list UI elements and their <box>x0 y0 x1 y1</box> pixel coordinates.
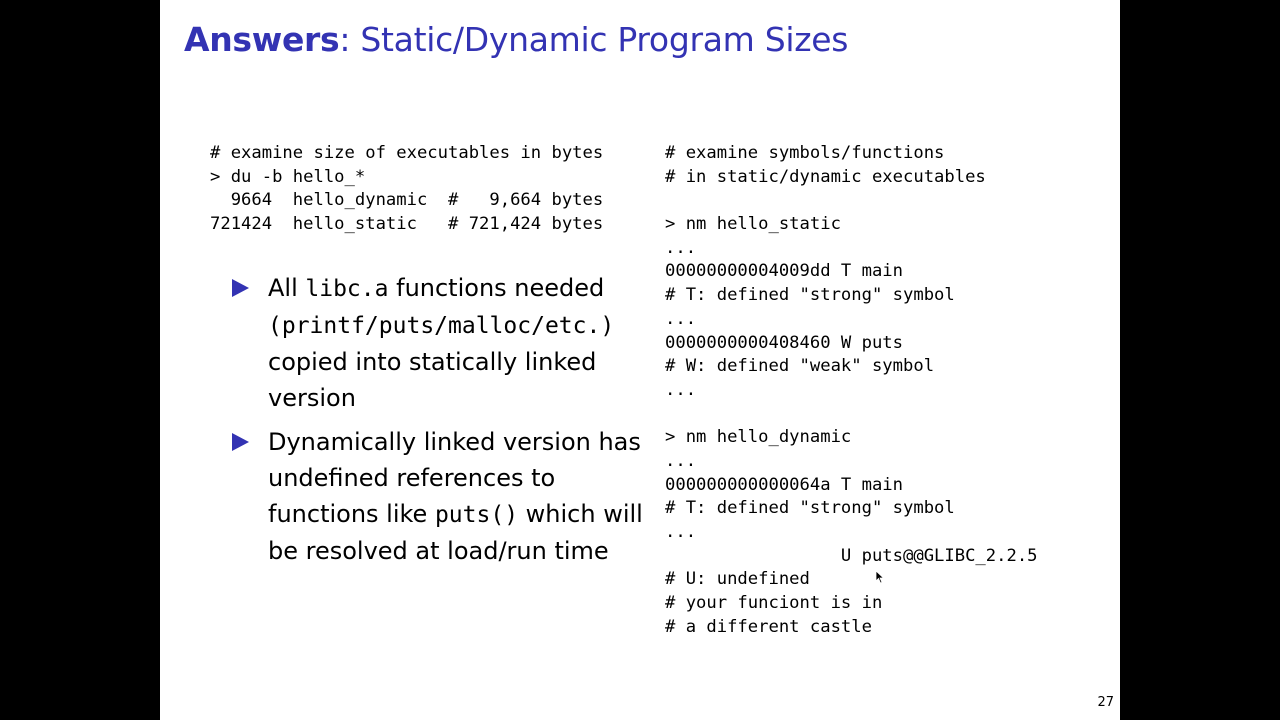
code-line: ... <box>665 237 697 258</box>
slide-title-bold: Answers <box>184 20 340 59</box>
bullet-text: Dynamically linked version has undefined references to functions like <box>268 428 641 528</box>
code-line: > du -b hello_* <box>210 166 366 187</box>
code-line: # W: defined "weak" symbol <box>665 356 935 377</box>
bullet-code: libc.a <box>305 276 389 302</box>
slide-title <box>184 20 848 59</box>
code-block-nm <box>665 142 1038 639</box>
bullet-item <box>230 270 650 416</box>
slide <box>160 0 1120 720</box>
mouse-cursor-icon <box>875 570 887 584</box>
code-line: ... <box>665 522 697 542</box>
code-line <box>665 403 1038 427</box>
code-line: U puts@@GLIBC_2.2.5 <box>665 545 1038 566</box>
code-line: > nm hello_static <box>665 214 841 235</box>
bullet-code: (printf/puts/malloc/etc.) <box>268 313 615 339</box>
code-line: ... <box>665 308 697 329</box>
code-line: # your funciont is in <box>665 593 883 614</box>
bullet-text: copied into statically linked version <box>268 348 597 412</box>
code-line: 0000000000408460 W puts <box>665 332 903 353</box>
code-line: # T: defined "strong" symbol <box>665 285 955 306</box>
slide-title-rest: : Static/Dynamic Program Sizes <box>339 20 849 59</box>
bullet-list <box>230 270 650 577</box>
code-line: ... <box>665 450 697 471</box>
code-line: 9664 hello_dynamic # 9,664 bytes <box>210 190 604 211</box>
code-line: > nm hello_dynamic <box>665 427 852 448</box>
code-line: ... <box>665 379 697 400</box>
code-line: 721424 hello_static # 721,424 bytes <box>210 214 604 235</box>
bullet-code: puts() <box>434 502 519 528</box>
bullet-text: which will be resolved at load/run time <box>268 500 643 565</box>
code-line: # examine symbols/functions <box>665 143 945 163</box>
code-line: # T: defined "strong" symbol <box>665 498 955 519</box>
bullet-item <box>230 424 650 569</box>
bullet-text: functions needed <box>388 274 605 302</box>
code-line: 00000000004009dd T main <box>665 261 903 282</box>
code-line: # in static/dynamic executables <box>665 166 986 187</box>
code-line <box>665 189 1038 213</box>
code-line: # a different castle <box>665 616 872 637</box>
code-block-du <box>210 142 603 237</box>
bullet-triangle-icon <box>232 433 249 451</box>
code-line: # U: undefined <box>665 569 810 590</box>
code-line: # examine size of executables in bytes <box>210 143 604 163</box>
bullet-text: All <box>268 274 306 302</box>
page-number: 27 <box>1097 695 1114 710</box>
code-line: 000000000000064a T main <box>665 474 903 495</box>
bullet-triangle-icon <box>232 279 249 297</box>
